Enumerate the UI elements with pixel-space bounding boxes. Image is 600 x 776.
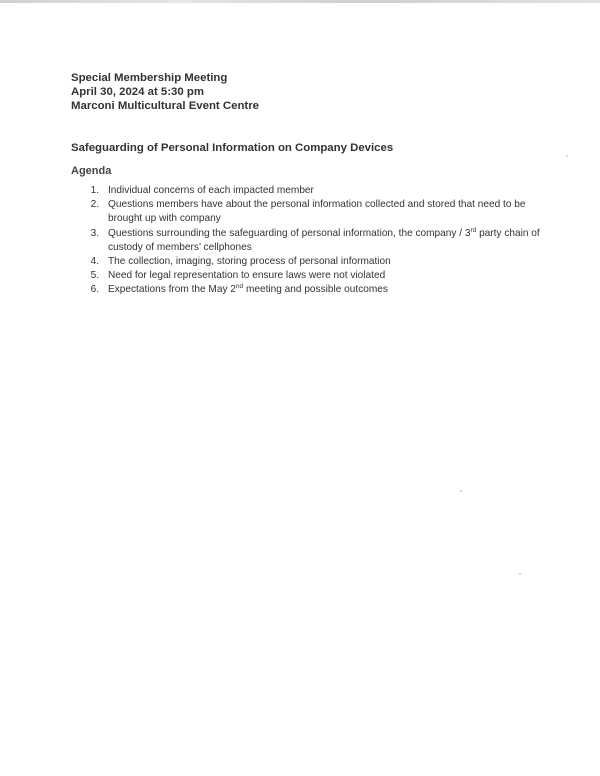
scan-speck bbox=[566, 155, 568, 157]
agenda-item-number: 5. bbox=[90, 270, 99, 282]
agenda-item-text: Questions members have about the personal information collected and stored that need to be brought up with company bbox=[108, 199, 526, 225]
ordinal-suffix: nd bbox=[235, 283, 244, 291]
agenda-item-number: 2. bbox=[90, 199, 99, 211]
agenda-item-text bbox=[108, 284, 388, 295]
agenda-item-number: 6. bbox=[90, 284, 99, 296]
agenda-item-text-end: meeting and possible outcomes bbox=[243, 284, 388, 296]
agenda-item-number: 3. bbox=[90, 227, 99, 239]
agenda-item-text: The collection, imaging, storing process of personal information bbox=[108, 256, 391, 268]
agenda-item-5 bbox=[71, 269, 541, 283]
agenda-item-text: Individual concerns of each impacted member bbox=[108, 185, 314, 196]
agenda-item-text-start: Questions surrounding the safeguarding of personal information, the company / 3 bbox=[108, 227, 471, 239]
agenda-list bbox=[71, 184, 541, 298]
meeting-location: Marconi Multicultural Event Centre bbox=[71, 100, 259, 112]
agenda-item-text-end: party chain of custody of members’ cellphones bbox=[108, 227, 540, 253]
meeting-datetime: April 30, 2024 at 5:30 pm bbox=[71, 86, 204, 98]
scan-speck bbox=[460, 490, 462, 492]
agenda-item-number: 4. bbox=[90, 256, 99, 268]
meeting-header bbox=[71, 71, 259, 113]
agenda-item-4 bbox=[71, 255, 541, 269]
agenda-item-1 bbox=[71, 184, 541, 198]
meeting-title: Special Membership Meeting bbox=[71, 72, 228, 84]
agenda-item-text-start: Expectations from the May 2 bbox=[108, 284, 236, 296]
scan-speck bbox=[519, 573, 521, 575]
ordinal-suffix: rd bbox=[470, 226, 477, 234]
agenda-item-2 bbox=[71, 198, 541, 226]
agenda-item-text: Need for legal representation to ensure laws were not violated bbox=[108, 270, 386, 282]
agenda-item-number: 1. bbox=[90, 185, 99, 196]
document-subject: Safeguarding of Personal Information on Company Devices bbox=[71, 142, 394, 154]
agenda-item-text bbox=[108, 228, 540, 253]
agenda-heading: Agenda bbox=[71, 165, 112, 177]
agenda-item-3 bbox=[71, 227, 541, 255]
top-scan-edge bbox=[0, 0, 600, 3]
agenda-item-6 bbox=[71, 283, 541, 297]
